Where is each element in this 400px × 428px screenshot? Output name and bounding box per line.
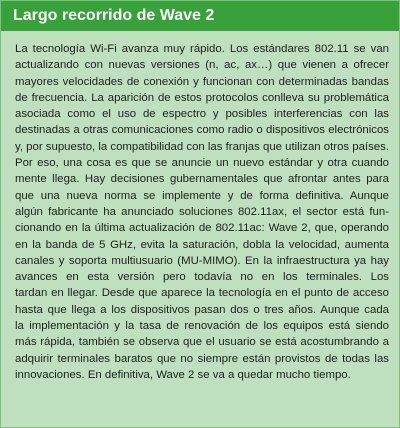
body-line: y, por supuesto, la compatibilidad con las franjas que utilizan otros países. xyxy=(15,140,389,153)
body-line: mayores velocidades de conexión y funcionan con determinadas bandas xyxy=(15,75,389,88)
box-title: Largo recorrido de Wave 2 xyxy=(13,7,215,24)
body-line: mente llega. Hay decisiones gubernamentales que afrontar antes para xyxy=(15,173,389,186)
body-line: hasta que llega a los dispositivos pasan dos o tres años. Aunque cada xyxy=(15,303,389,316)
box-body xyxy=(1,31,399,383)
body-line: cionando en la última actualización de 802.11ac: Wave 2, que, operando xyxy=(15,222,389,235)
body-line: tardan en llegar. Desde que aparece la tecnología en el punto de acceso xyxy=(15,287,389,300)
body-line: avances en esta versión pero todavía no en los terminales. Los xyxy=(15,271,389,284)
body-line: Por eso, una cosa es que se anuncie un nuevo estándar y otra cuando xyxy=(15,157,389,170)
body-line: canales y soporta multiusuario (MU-MIMO). En la infraestructura ya hay xyxy=(15,254,389,267)
body-line: en la banda de 5 GHz, evita la saturación, dobla la velocidad, aumenta xyxy=(15,238,389,251)
body-line: que una nueva norma se implemente y de forma definitiva. Aunque xyxy=(15,189,389,202)
body-line: de frecuencia. La aparición de estos protocolos conlleva su problemática xyxy=(15,91,389,104)
body-line: actualizando con nuevas versiones (n, ac, ax…) que vienen a ofrecer xyxy=(15,59,389,72)
body-line: algún fabricante ha anunciado soluciones 802.11ax, el sector está fun- xyxy=(15,205,389,218)
body-line-last: innovaciones. En definitiva, Wave 2 se va a quedar mucho tiempo. xyxy=(15,368,351,381)
body-line: la implementación y la tasa de renovación de los equipos está siendo xyxy=(15,320,389,333)
box-header xyxy=(1,1,399,31)
body-line: destinadas a otras comunicaciones como radio o dispositivos electrónicos xyxy=(15,124,389,137)
body-line: La tecnología Wi-Fi avanza muy rápido. Los estándares 802.11 se van xyxy=(15,43,389,55)
body-line: adquirir terminales baratos que no siempre están provistos de todas las xyxy=(15,352,389,365)
body-line: asociada como el uso de espectro y posibles interferencias con las xyxy=(15,108,389,121)
body-line: más rápida, también se observa que el usuario se está acostumbrando a xyxy=(15,336,389,349)
